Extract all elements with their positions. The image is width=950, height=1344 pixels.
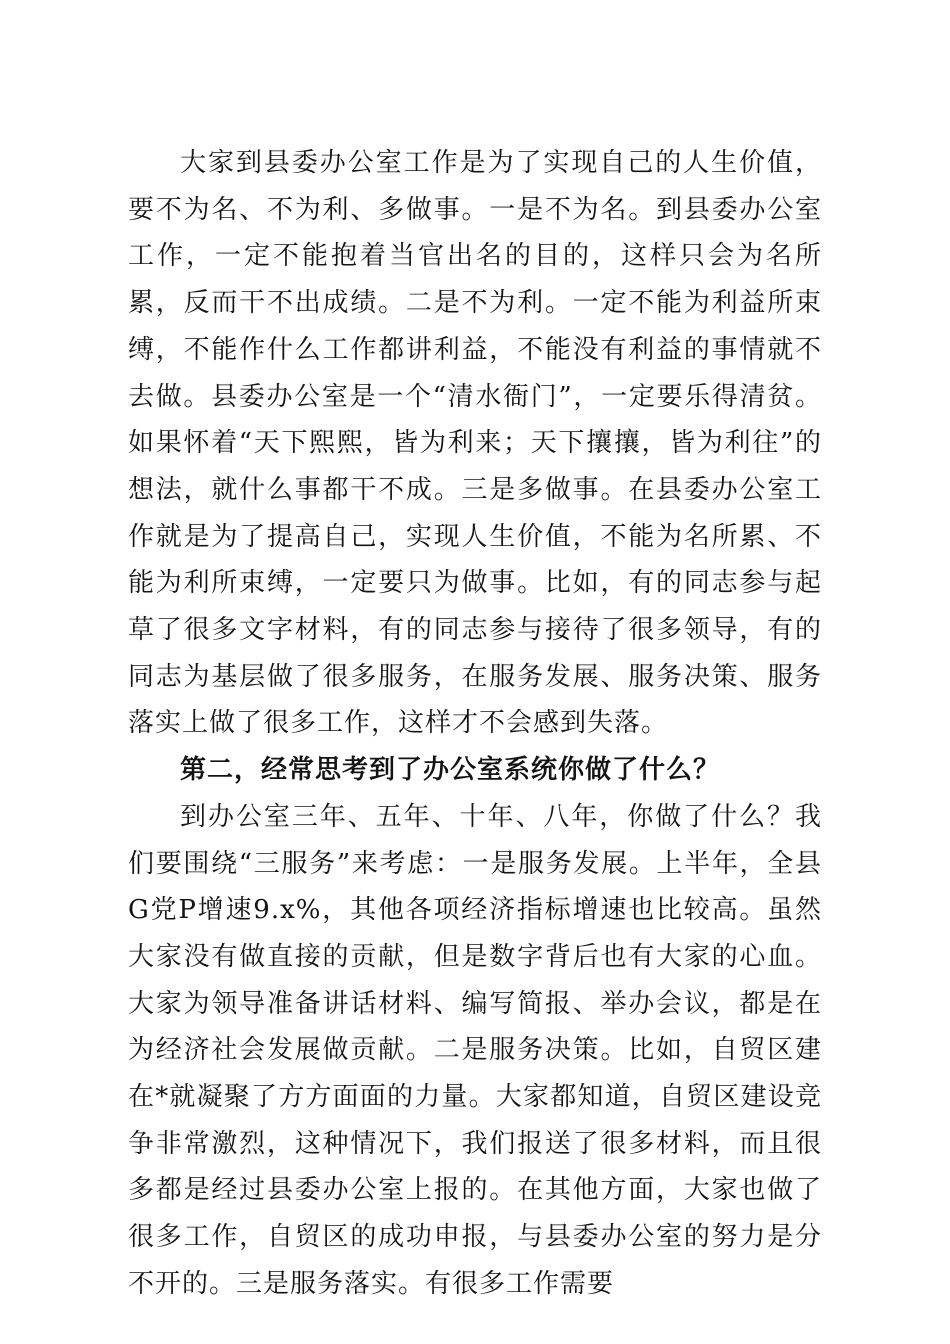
section-heading: 第二，经常思考到了办公室系统你做了什么？: [180, 755, 721, 786]
body-paragraph-1: 大家到县委办公室工作是为了实现自己的人生价值，要不为名、不为利、多做事。一是不为名。到县委办公室工作，一定不能抱着当官出名的目的，这样只会为名所累，反而干不出成绩。二是不为利。一定不能为利益所束缚，不能作什么工作都讲利益，不能没有利益的事情就不去做。县委办公室是一个“清水衙门”，一定要乐得清贫。如果怀着“天下熙熙，皆为利来；天下攘攘，皆为利往”的想法，就什么事都干不成。三是多做事。在县委办公室工作就是为了提高自己，实现人生价值，不能为名所累、不能为利所束缚，一定要只为做事。比如，有的同志参与起草了很多文字材料，有的同志参与接待了很多领导，有的同志为基层做了很多服务，在服务发展、服务决策、服务落实上做了很多工作，这样才不会感到失落。: [128, 148, 822, 739]
body-paragraph-2: 到办公室三年、五年、十年、八年，你做了什么？我们要围绕“三服务”来考虑：一是服务发展。上半年，全县G党P增速9.x%，其他各项经济指标增速也比较高。虽然大家没有做直接的贡献，但是数字背后也有大家的心血。大家为领导准备讲话材料、编写简报、举办会议，都是在为经济社会发展做贡献。二是服务决策。比如，自贸区建在*就凝聚了方方面面的力量。大家都知道，自贸区建设竞争非常激烈，这种情况下，我们报送了很多材料，而且很多都是经过县委办公室上报的。在其他方面，大家也做了很多工作，自贸区的成功申报，与县委办公室的努力是分不开的。三是服务落实。有很多工作需要: [128, 801, 822, 1299]
document-body: [128, 140, 822, 1308]
